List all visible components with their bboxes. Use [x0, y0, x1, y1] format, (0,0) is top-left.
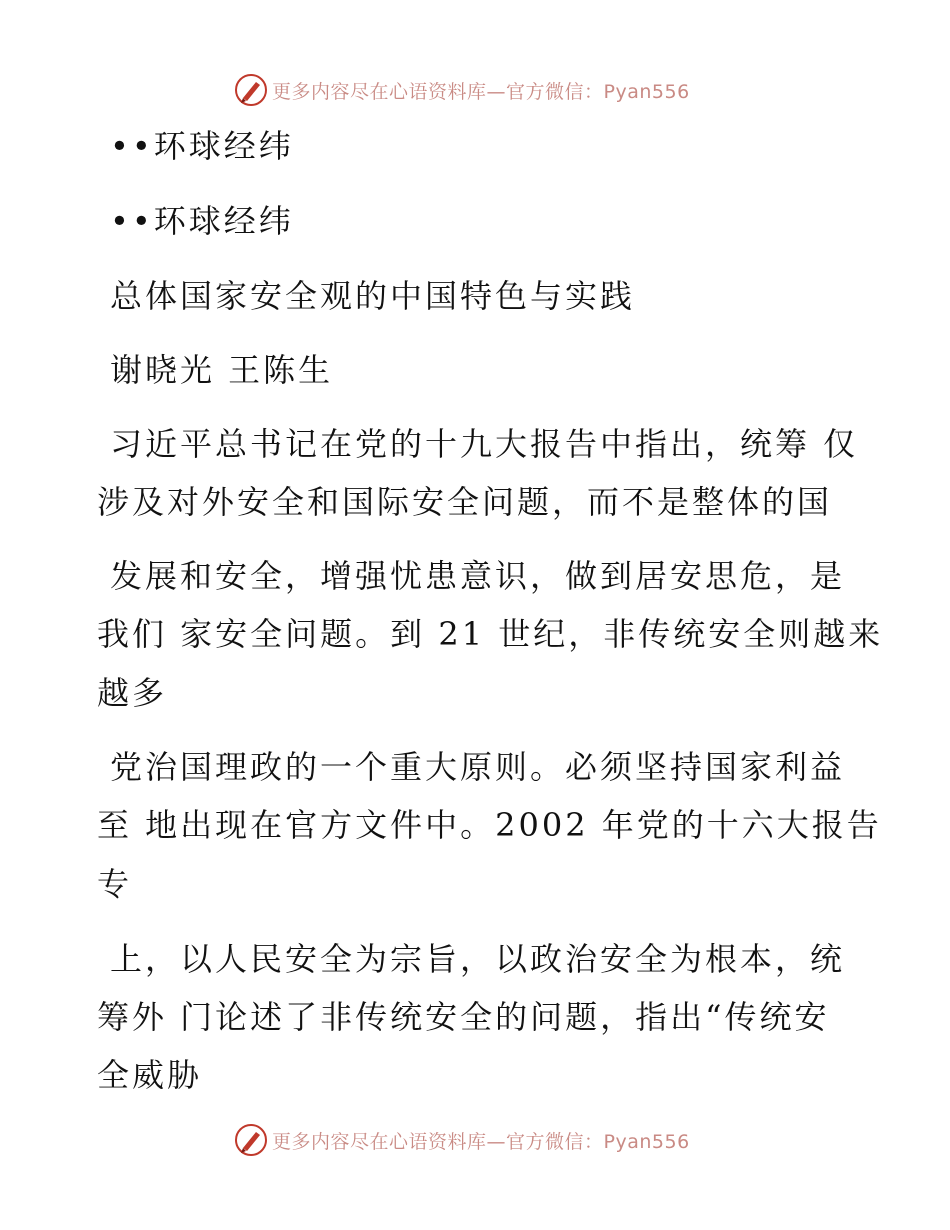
section-label: ••环球经纬	[110, 127, 294, 165]
section-label: ••环球经纬	[110, 202, 294, 240]
body-text-line: 涉及对外安全和国际安全问题，而不是整体的国	[97, 483, 833, 521]
body-text-line: 习近平总书记在党的十九大报告中指出，统筹 仅	[110, 425, 859, 463]
body-text-line: 我们 家安全问题。到 21 世纪，非传统安全则越来	[97, 615, 884, 653]
watermark-text: 更多内容尽在心语资料库—官方微信：Pyan556	[272, 80, 690, 103]
article-authors: 谢晓光 王陈生	[110, 351, 334, 389]
pen-logo-icon	[234, 1123, 268, 1157]
pen-logo-icon	[234, 73, 268, 107]
body-text-line: 全威胁	[97, 1056, 203, 1094]
watermark-text: 更多内容尽在心语资料库—官方微信：Pyan556	[272, 1130, 690, 1153]
body-text-line: 发展和安全，增强忧患意识，做到居安思危，是	[110, 557, 846, 595]
footer-watermark	[234, 1122, 690, 1158]
body-text-line: 上，以人民安全为宗旨，以政治安全为根本，统	[110, 940, 846, 978]
body-text-line: 党治国理政的一个重大原则。必须坚持国家利益	[110, 748, 846, 786]
body-text-line: 筹外 门论述了非传统安全的问题，指出“传统安	[97, 998, 830, 1036]
body-text-line: 专	[97, 865, 133, 903]
body-text-line: 越多	[97, 674, 168, 712]
header-watermark	[234, 72, 690, 108]
article-title: 总体国家安全观的中国特色与实践	[110, 277, 636, 315]
body-text-line: 至 地出现在官方文件中。2002 年党的十六大报告	[97, 806, 882, 844]
